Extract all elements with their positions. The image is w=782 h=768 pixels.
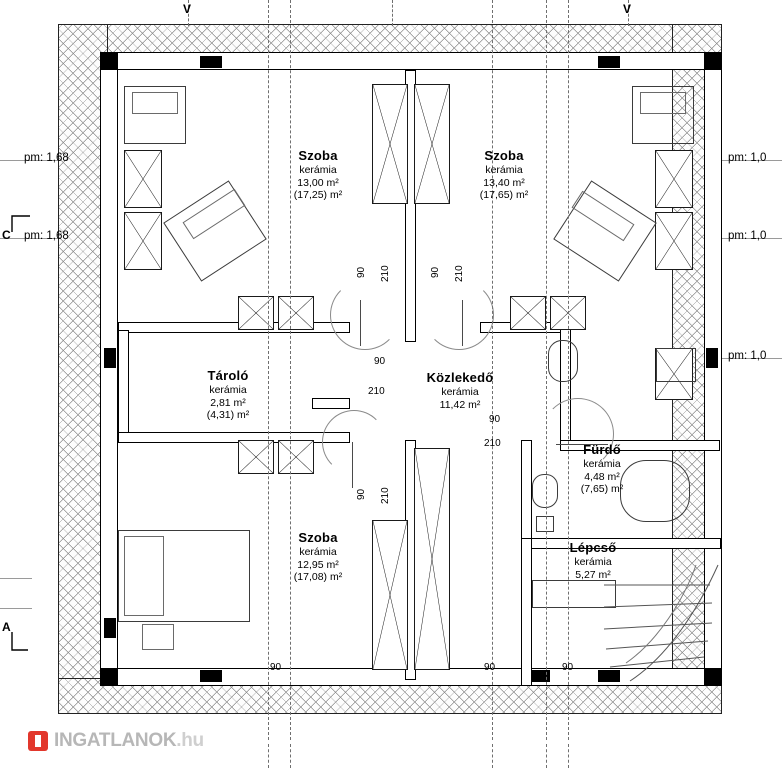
watermark-tld: .hu [176,730,204,751]
door-height-1: 210 [380,265,391,282]
axis-stub-2 [290,744,291,768]
structural-wall-left [100,52,118,686]
lintel-top-1 [200,56,222,68]
door-arc-1 [330,280,400,350]
door-opening-bath-1 [510,296,546,330]
parapet-label-right-3: pm: 1,0 [728,350,767,362]
window-width-3: 90 [562,662,574,673]
room-area: 4,48 m² [584,470,620,483]
room-material: kerámia [574,555,612,568]
section-arrow-a-icon [10,630,34,654]
room-area-alt: (4,31) m² [206,409,250,422]
door-width-4: 90 [489,414,501,425]
room-area-alt: (17,65) m² [479,189,529,202]
watermark-brand: INGATLANOK [54,730,177,751]
room-material: kerámia [441,385,479,398]
room-area: 12,95 m² [297,558,339,571]
door-opening-storage-4 [278,440,314,474]
room-label-szoba-left [258,148,378,202]
room-label-szoba-right [444,148,564,202]
room-name: Tároló [207,368,249,383]
room-material: kerámia [209,383,247,396]
door-width-1: 90 [356,266,367,278]
furniture-wc [548,340,578,382]
section-mark-v2: V [623,2,632,16]
furniture-nightstand-bottom [142,624,174,650]
window-left-2 [124,212,162,270]
section-mark-a: A [2,620,11,634]
window-width-2: 90 [484,662,496,673]
room-name: Szoba [484,148,524,163]
lintel-right-1 [706,348,718,368]
room-label-szoba-bottom [258,530,378,584]
furniture-washing-machine [536,516,554,532]
door-width-5: 90 [356,488,367,500]
room-area-alt: (17,08) m² [293,571,343,584]
axis-line-3 [290,0,291,740]
window-left-1 [124,150,162,208]
axis-stub-4 [546,744,547,768]
room-area: 13,40 m² [483,176,525,189]
watermark-text [54,730,204,752]
room-name: Lépcső [569,540,617,555]
room-area: 5,27 m² [575,568,611,581]
pillar-tr [704,52,722,70]
room-area: 11,42 m² [439,398,481,411]
furniture-shower [656,348,696,382]
room-area: 13,00 m² [297,176,339,189]
interior-wall-h-storage-bottom [118,432,350,443]
room-label-lepcso [543,540,643,581]
lintel-bottom-1 [200,670,222,682]
axis-stub-3 [492,744,493,768]
interior-wall-h-upper-left [118,322,350,333]
lead-line-left-4 [0,608,32,609]
watermark-logo-icon [28,731,48,751]
room-label-kozlekedo [398,370,522,411]
section-mark-v1: V [183,2,192,16]
pillar-tl [100,52,118,70]
window-center-bottom-right [414,448,450,670]
parapet-label-left-2: pm: 1,68 [24,230,69,242]
watermark [28,730,204,752]
parapet-label-right-1: pm: 1,0 [728,152,767,164]
axis-stub-5 [568,744,569,768]
pillar-bl [100,668,118,686]
room-name: Közlekedő [426,370,494,385]
furniture-pillow-bottom [124,536,164,616]
interior-wall-stub-storage [312,398,350,409]
room-material: kerámia [583,457,621,470]
axis-line-7 [568,0,569,740]
room-label-furdo [552,442,652,496]
door-width-2: 90 [430,266,441,278]
room-name: Fürdő [583,442,621,457]
window-width-1: 90 [270,662,282,673]
axis-line-4 [392,0,393,26]
room-name: Szoba [298,148,338,163]
door-height-3: 210 [368,386,385,397]
door-width-3: 90 [374,356,386,367]
structural-wall-top [100,52,722,70]
section-mark-c: C [2,228,11,242]
room-material: kerámia [299,163,337,176]
room-material: kerámia [485,163,523,176]
window-right-1 [655,150,693,208]
interior-wall-v-stair-left [521,538,532,686]
room-area-alt: (7,65) m² [580,483,624,496]
parapet-label-left-1: pm: 1,68 [24,152,69,164]
parapet-label-right-2: pm: 1,0 [728,230,767,242]
interior-wall-v-bath-inner [521,440,532,550]
room-area: 2,81 m² [210,396,246,409]
furniture-bed-left [163,180,267,281]
window-right-2 [655,212,693,270]
lintel-left-1 [104,348,116,368]
axis-line-6 [546,0,547,740]
door-arc-2 [424,280,494,350]
door-height-5: 210 [380,487,391,504]
door-height-4: 210 [484,438,501,449]
door-arc-3 [322,410,386,474]
lead-line-left-3 [0,578,32,579]
door-height-2: 210 [454,265,465,282]
door-opening-storage-2 [278,296,314,330]
axis-stub-1 [268,744,269,768]
room-area-alt: (17,25) m² [293,189,343,202]
interior-wall-v-storage-left [118,330,129,438]
room-name: Szoba [298,530,338,545]
room-material: kerámia [299,545,337,558]
lintel-top-2 [598,56,620,68]
furniture-wardrobe-shelf-right [640,92,686,114]
furniture-wardrobe-shelf-left [132,92,178,114]
room-label-tarolo [168,368,288,422]
lintel-left-2 [104,618,116,638]
